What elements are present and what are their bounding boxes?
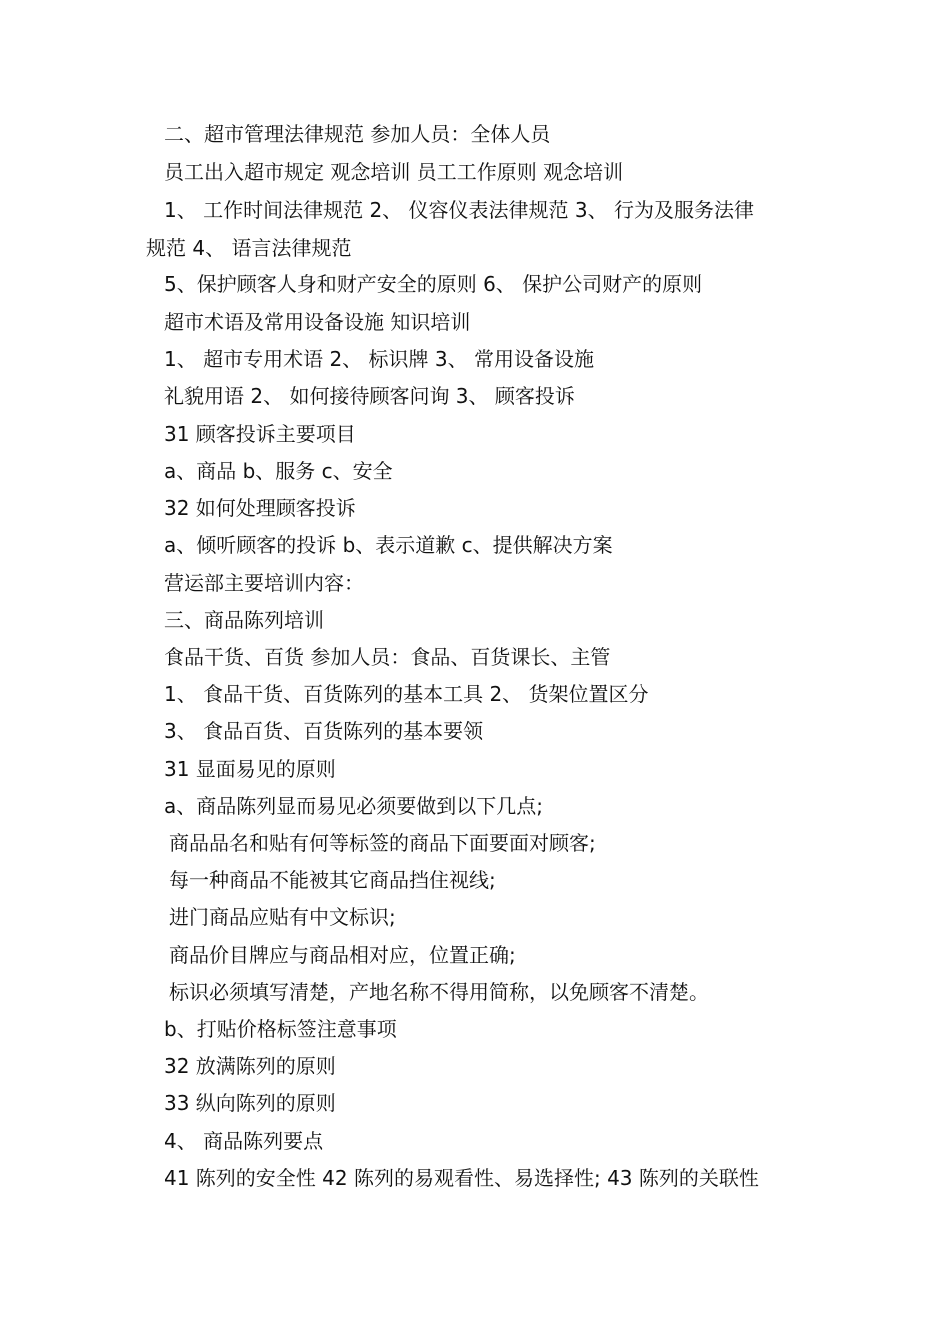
text-line: 每一种商品不能被其它商品挡住视线; [169, 868, 496, 892]
text-line: 商品价目牌应与商品相对应，位置正确; [169, 943, 516, 967]
text-line: 礼貌用语 2、 如何接待顾客问询 3、 顾客投诉 [164, 384, 575, 408]
text-line: b、打贴价格标签注意事项 [164, 1017, 397, 1041]
text-line: 进门商品应贴有中文标识; [169, 905, 396, 929]
text-line: 1、 超市专用术语 2、 标识牌 3、 常用设备设施 [164, 347, 594, 371]
text-line: a、倾听顾客的投诉 b、表示道歉 c、提供解决方案 [164, 533, 613, 557]
text-line: 规范 4、 语言法律规范 [146, 236, 352, 260]
text-line: a、商品 b、服务 c、安全 [164, 459, 393, 483]
text-line: 1、 工作时间法律规范 2、 仪容仪表法律规范 3、 行为及服务法律 [164, 198, 754, 222]
text-line: 31 显面易见的原则 [164, 757, 336, 781]
text-line: 食品干货、百货 参加人员：食品、百货课长、主管 [164, 645, 611, 669]
text-line: 33 纵向陈列的原则 [164, 1091, 336, 1115]
text-line: 5、保护顾客人身和财产安全的原则 6、 保护公司财产的原则 [164, 272, 703, 296]
text-line: 31 顾客投诉主要项目 [164, 422, 356, 446]
text-line: 1、 食品干货、百货陈列的基本工具 2、 货架位置区分 [164, 682, 649, 706]
text-line: 超市术语及常用设备设施 知识培训 [164, 310, 471, 334]
text-line: 标识必须填写清楚，产地名称不得用简称，以免顾客不清楚。 [169, 980, 709, 1004]
text-line: 三、商品陈列培训 [164, 608, 324, 632]
text-line: 3、 食品百货、百货陈列的基本要领 [164, 719, 484, 743]
text-line: a、商品陈列显而易见必须要做到以下几点; [164, 794, 543, 818]
text-line: 营运部主要培训内容： [164, 571, 364, 595]
text-line: 员工出入超市规定 观念培训 员工工作原则 观念培训 [164, 160, 624, 184]
text-line: 二、超市管理法律规范 参加人员：全体人员 [164, 122, 551, 146]
text-line: 4、 商品陈列要点 [164, 1129, 324, 1153]
text-line: 商品品名和贴有何等标签的商品下面要面对顾客; [169, 831, 596, 855]
text-line: 41 陈列的安全性 42 陈列的易观看性、易选择性; 43 陈列的关联性 [164, 1166, 759, 1190]
text-line: 32 如何处理顾客投诉 [164, 496, 356, 520]
text-line: 32 放满陈列的原则 [164, 1054, 336, 1078]
